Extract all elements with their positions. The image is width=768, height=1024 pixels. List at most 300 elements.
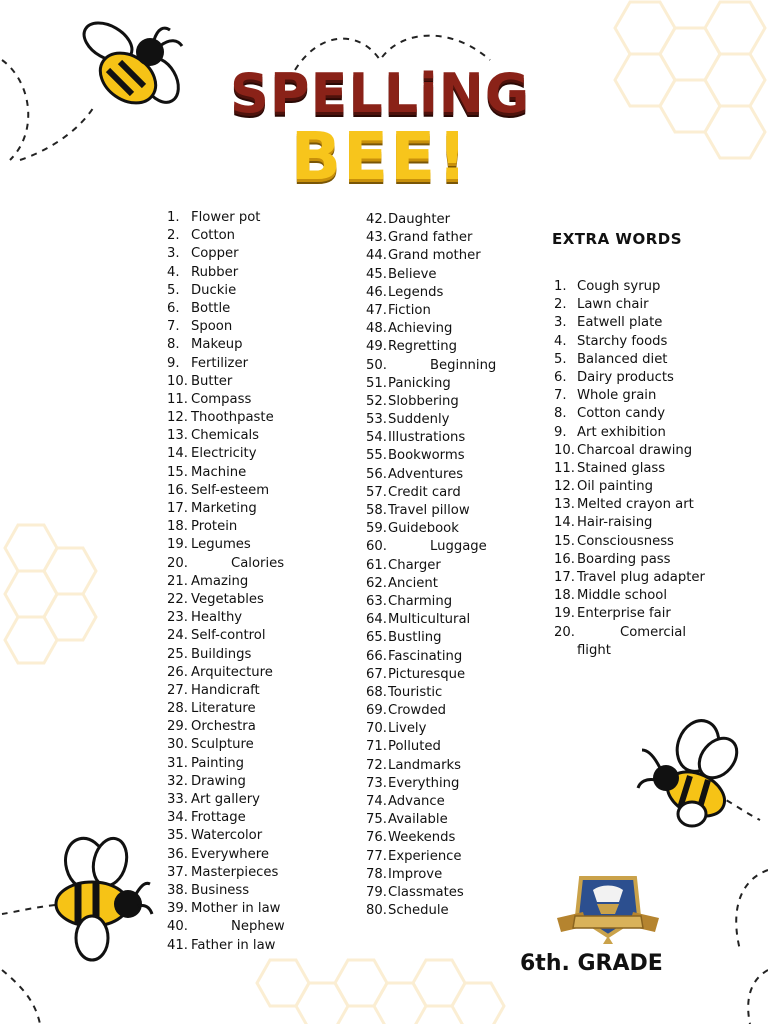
list-item (554, 551, 705, 569)
list-item (554, 369, 705, 387)
list-item-word: Father in law (191, 937, 276, 953)
list-item (554, 478, 705, 496)
bee-icon (74, 8, 190, 112)
dashed-path-right (700, 780, 768, 1024)
list-item (167, 609, 285, 627)
list-item-word: Illustrations (388, 430, 466, 446)
list-item-word: Spoon (191, 319, 233, 335)
list-item-number: 59. (366, 521, 387, 537)
list-item (366, 902, 496, 920)
list-item-word: Lawn chair (577, 297, 649, 313)
list-item-number: 1. (167, 210, 180, 225)
list-item (366, 629, 496, 647)
list-item-word: Daughter (388, 212, 451, 227)
list-item (167, 718, 285, 736)
list-item-word: Cough syrup (577, 279, 661, 294)
list-item-word: Bottle (191, 300, 231, 316)
list-item-word: Healthy (191, 610, 243, 626)
list-item (167, 937, 285, 955)
dashed-path-top-left (0, 50, 120, 170)
list-item-word: Advance (388, 794, 445, 809)
list-item-continuation: flight (577, 642, 611, 658)
list-item (366, 866, 496, 884)
list-item-number: 74. (366, 794, 387, 809)
list-item (554, 496, 705, 514)
list-item (167, 791, 285, 809)
list-item-word: Drawing (191, 773, 246, 789)
list-item-word: Whole grain (577, 388, 657, 404)
list-item-word: Everywhere (191, 846, 269, 862)
list-item (366, 684, 496, 702)
list-item-word: Enterprise fair (577, 606, 671, 622)
list-item-number: 51. (366, 375, 387, 391)
list-item (366, 520, 496, 538)
list-item (366, 338, 496, 356)
list-item-word: Improve (388, 866, 443, 882)
list-item (167, 591, 285, 609)
list-item-word: Suddenly (388, 412, 450, 428)
list-item-number: 9. (554, 424, 567, 440)
list-item-number: 14. (554, 515, 575, 531)
list-item-number: 54. (366, 430, 387, 446)
list-item (167, 773, 285, 791)
bee-icon (636, 718, 740, 830)
list-item (366, 848, 496, 866)
list-item-word: Vegetables (191, 591, 264, 607)
list-item (366, 320, 496, 338)
list-item-number: 11. (554, 460, 575, 476)
list-item (554, 314, 705, 332)
list-item (554, 605, 705, 623)
list-item-word: Polluted (388, 739, 441, 755)
honeycomb-top-right (590, 0, 768, 170)
list-item-number: 12. (167, 410, 188, 426)
list-item-number: 73. (366, 775, 387, 791)
list-item-word: Weekends (388, 830, 456, 846)
list-item-number: 5. (167, 282, 180, 298)
list-item-word: Sculpture (191, 737, 254, 753)
list-item-number: 17. (554, 570, 575, 585)
extra-words-list (554, 278, 705, 660)
list-item (554, 624, 705, 642)
list-item-word: Touristic (388, 684, 443, 700)
list-item-word: Fertilizer (191, 355, 249, 371)
list-item-number: 35. (167, 828, 188, 844)
list-item (366, 538, 496, 556)
list-item-word: Grand mother (388, 248, 481, 264)
list-item-word: Comercial (620, 624, 687, 640)
list-item-word: Art gallery (191, 792, 260, 807)
list-item-number: 76. (366, 830, 387, 846)
list-item-number: 41. (167, 937, 188, 953)
list-item (167, 827, 285, 845)
list-item-word: Fascinating (388, 648, 463, 664)
extra-words-heading: EXTRA WORDS (552, 230, 683, 248)
list-item-number: 20. (554, 624, 575, 640)
list-item-number: 43. (366, 230, 387, 246)
list-item (366, 593, 496, 611)
list-item (366, 466, 496, 484)
list-item-word: Buildings (191, 646, 252, 662)
list-item-number: 3. (554, 315, 567, 331)
list-item-word: Travel pillow (388, 503, 470, 518)
list-item-word: Picturesque (388, 666, 466, 682)
list-item (366, 702, 496, 720)
list-item (366, 884, 496, 902)
list-item-word: Charger (388, 557, 441, 573)
list-item-number: 37. (167, 864, 188, 880)
list-item-word: Grand father (388, 230, 473, 246)
list-item-word: Balanced diet (577, 351, 668, 367)
word-list-column-2 (366, 211, 496, 920)
list-item-word: Frottage (191, 810, 246, 826)
list-item (366, 357, 496, 375)
list-item (167, 373, 285, 391)
list-item-number: 3. (167, 246, 180, 262)
list-item-number: 30. (167, 737, 188, 753)
list-item-number: 68. (366, 684, 387, 700)
list-item (366, 266, 496, 284)
list-item (366, 775, 496, 793)
list-item-word: Hair-raising (577, 515, 653, 531)
list-item-number: 4. (554, 333, 567, 349)
list-item-number: 66. (366, 648, 387, 664)
list-item (167, 391, 285, 409)
list-item-number: 36. (167, 846, 188, 862)
list-item-word: Experience (388, 848, 462, 864)
list-item (366, 829, 496, 847)
list-item-number: 18. (167, 519, 188, 535)
list-item (167, 809, 285, 827)
list-item-word: Bookworms (388, 448, 465, 464)
list-item (167, 882, 285, 900)
list-item (167, 700, 285, 718)
list-item-word: Slobbering (388, 393, 459, 409)
list-item-number: 56. (366, 466, 387, 482)
list-item-number: 60. (366, 539, 387, 555)
list-item (554, 424, 705, 442)
list-item-word: Chemicals (191, 428, 260, 444)
list-item-number: 21. (167, 573, 188, 589)
list-item-number: 19. (554, 606, 575, 622)
list-item-number: 50. (366, 357, 387, 373)
list-item-number: 55. (366, 448, 387, 464)
list-item (167, 664, 285, 682)
list-item (366, 247, 496, 265)
list-item-word: Charming (388, 593, 453, 609)
list-item (167, 318, 285, 336)
list-item-number: 45. (366, 266, 387, 282)
list-item-number: 2. (554, 297, 567, 313)
list-item-number: 65. (366, 630, 387, 646)
grade-label: 6th. GRADE (520, 951, 663, 976)
list-item-number: 34. (167, 810, 188, 826)
list-item-number: 6. (167, 300, 180, 316)
list-item-word: Consciousness (577, 533, 674, 549)
list-item (366, 484, 496, 502)
list-item (167, 736, 285, 754)
list-item (167, 355, 285, 373)
list-item-number: 63. (366, 593, 387, 609)
list-item-word: Credit card (388, 484, 461, 500)
list-item (554, 533, 705, 551)
list-item (366, 447, 496, 465)
list-item (167, 555, 285, 573)
list-item-number: 32. (167, 773, 188, 789)
dashed-path-bottom-left (0, 890, 60, 1024)
list-item-word: Masterpieces (191, 864, 279, 880)
list-item-word: Oil painting (577, 479, 653, 495)
list-item (366, 757, 496, 775)
list-item (167, 300, 285, 318)
list-item (366, 429, 496, 447)
title-spelling: SPELLiNG (230, 62, 531, 125)
list-item-number: 5. (554, 351, 567, 367)
list-item-number: 16. (554, 551, 575, 567)
list-item (366, 666, 496, 684)
list-item (167, 482, 285, 500)
list-item-number: 12. (554, 479, 575, 495)
list-item-word: Legends (388, 284, 444, 300)
list-item (167, 245, 285, 263)
list-item-word: Everything (388, 775, 460, 791)
list-item (167, 227, 285, 245)
list-item-word: Thoothpaste (191, 410, 274, 426)
list-item-number: 49. (366, 339, 387, 355)
list-item-number: 79. (366, 884, 387, 900)
list-item (167, 864, 285, 882)
list-item (554, 460, 705, 478)
list-item (366, 375, 496, 393)
list-item (366, 411, 496, 429)
list-item-word: Travel plug adapter (577, 570, 705, 585)
list-item-number: 28. (167, 701, 188, 717)
list-item (366, 738, 496, 756)
list-item-number: 26. (167, 664, 188, 680)
list-item-number: 6. (554, 369, 567, 385)
honeycomb-bottom (250, 930, 550, 1024)
bee-icon (42, 834, 154, 966)
list-item-word: Flower pot (191, 210, 261, 225)
list-item-number: 1. (554, 279, 567, 294)
list-item-word: Literature (191, 701, 256, 717)
list-item-word: Handicraft (191, 682, 260, 698)
list-item (366, 575, 496, 593)
list-item (167, 464, 285, 482)
list-item-word: Painting (191, 755, 245, 771)
list-item-number: 14. (167, 446, 188, 462)
list-item (167, 500, 285, 518)
list-item-word: Calories (231, 555, 285, 571)
list-item-word: Lively (388, 721, 427, 737)
list-item-number: 7. (554, 388, 567, 404)
list-item-number: 80. (366, 903, 387, 919)
list-item-word: Amazing (191, 573, 249, 589)
list-item-word: Fiction (388, 302, 431, 318)
list-item (554, 351, 705, 369)
list-item-word: Multicultural (388, 612, 471, 628)
list-item (167, 573, 285, 591)
list-item-word: Landmarks (388, 757, 462, 773)
list-item (366, 720, 496, 738)
list-item (554, 387, 705, 405)
list-item (554, 442, 705, 460)
list-item (167, 646, 285, 664)
list-item-number: 25. (167, 646, 188, 662)
list-item (167, 682, 285, 700)
list-item-number: 7. (167, 319, 180, 335)
honeycomb-left (0, 520, 115, 670)
title-bee: BEE! (290, 118, 470, 195)
list-item-number: 23. (167, 610, 188, 626)
list-item (366, 557, 496, 575)
list-item-word: Makeup (191, 337, 243, 353)
list-item (167, 264, 285, 282)
list-item-number: 11. (167, 391, 188, 407)
list-item-number: 57. (366, 484, 387, 500)
list-item (167, 846, 285, 864)
list-item-word: Self-esteem (191, 482, 270, 498)
list-item-number: 58. (366, 503, 387, 518)
list-item-word: Butter (191, 373, 233, 389)
list-item (554, 405, 705, 423)
list-item-number: 15. (167, 464, 188, 480)
list-item-number: 10. (554, 442, 575, 458)
list-item (167, 536, 285, 554)
list-item (554, 514, 705, 532)
list-item-number: 64. (366, 612, 387, 628)
list-item-number: 52. (366, 393, 387, 409)
list-item-word: Boarding pass (577, 551, 671, 567)
list-item-word: Guidebook (388, 521, 459, 537)
list-item-word: Business (191, 882, 250, 898)
list-item-word: Bustling (388, 630, 442, 646)
list-item-number: 53. (366, 412, 387, 428)
list-item-word: Panicking (388, 375, 451, 391)
list-item (366, 302, 496, 320)
list-item-word: Cotton (191, 228, 236, 244)
list-item-word: Duckie (191, 282, 237, 298)
list-item-number: 46. (366, 284, 387, 300)
list-item-word: Regretting (388, 339, 458, 355)
list-item-number: 8. (554, 406, 567, 422)
list-item-word: Arquitecture (191, 664, 273, 680)
list-item (366, 793, 496, 811)
list-item-number: 67. (366, 666, 387, 682)
list-item-number: 2. (167, 228, 180, 244)
list-item-number: 29. (167, 719, 188, 735)
list-item (554, 569, 705, 587)
list-item-word: Orchestra (191, 719, 256, 735)
list-item-number: 39. (167, 901, 188, 917)
list-item-word: Art exhibition (577, 424, 666, 440)
list-item-word: Luggage (430, 539, 487, 555)
list-item-word: Mother in law (191, 901, 281, 917)
list-item (167, 427, 285, 445)
list-item (167, 409, 285, 427)
list-item-word: Machine (191, 464, 247, 480)
list-item (167, 900, 285, 918)
list-item-word: Eatwell plate (577, 315, 663, 331)
list-item-number: 17. (167, 501, 188, 516)
list-item-number: 31. (167, 755, 188, 771)
list-item-number: 19. (167, 537, 188, 553)
list-item-number: 40. (167, 919, 188, 935)
list-item-number: 20. (167, 555, 188, 571)
list-item-word: Middle school (577, 588, 668, 604)
list-item-number: 78. (366, 866, 387, 882)
list-item-number: 24. (167, 628, 188, 644)
list-item-number: 13. (554, 497, 575, 513)
list-item-word: Schedule (388, 903, 449, 919)
list-item-number: 69. (366, 703, 387, 719)
list-item-word: Marketing (191, 501, 257, 516)
list-item-word: Watercolor (191, 828, 263, 844)
list-item-number: 72. (366, 757, 387, 773)
list-item-number: 71. (366, 739, 387, 755)
list-item (167, 755, 285, 773)
list-item-word: Crowded (388, 703, 447, 719)
list-item (554, 587, 705, 605)
list-item (167, 918, 285, 936)
list-item (167, 282, 285, 300)
list-item-word: Melted crayon art (577, 497, 694, 513)
list-item (366, 229, 496, 247)
list-item-word: Available (388, 812, 448, 828)
list-item (366, 393, 496, 411)
list-item-number: 44. (366, 248, 387, 264)
list-item-number: 61. (366, 557, 387, 573)
list-item-number: 33. (167, 792, 188, 807)
list-item-word: Nephew (231, 919, 285, 935)
list-item-word: Compass (191, 391, 252, 407)
list-item-number: 77. (366, 848, 387, 864)
list-item-number: 47. (366, 302, 387, 318)
list-item-word: Self-control (191, 628, 266, 644)
list-item (366, 284, 496, 302)
list-item-number: 8. (167, 337, 180, 353)
list-item-number: 16. (167, 482, 188, 498)
list-item-word: Charcoal drawing (577, 442, 693, 458)
list-item (167, 336, 285, 354)
list-item-word: Rubber (191, 264, 239, 280)
list-item-word: Adventures (388, 466, 464, 482)
list-item-number: 4. (167, 264, 180, 280)
list-item-number: 13. (167, 428, 188, 444)
list-item-word: Achieving (388, 321, 453, 337)
list-item (167, 209, 285, 227)
list-item (366, 611, 496, 629)
list-item-word: Beginning (430, 357, 497, 373)
school-crest-icon (553, 872, 663, 944)
list-item-word: Electricity (191, 446, 257, 462)
list-item-number: 22. (167, 591, 188, 607)
list-item-word: Starchy foods (577, 333, 668, 349)
list-item-number: 38. (167, 882, 188, 898)
list-item-word: Copper (191, 246, 239, 262)
list-item-word: Dairy products (577, 369, 674, 385)
list-item-word: Believe (388, 266, 437, 282)
list-item (167, 518, 285, 536)
list-item (366, 211, 496, 229)
list-item-word: Protein (191, 519, 238, 535)
list-item-number: 48. (366, 321, 387, 337)
list-item-word: Stained glass (577, 460, 666, 476)
list-item-number: 15. (554, 533, 575, 549)
list-item (554, 333, 705, 351)
list-item-number: 18. (554, 588, 575, 604)
list-item (167, 445, 285, 463)
